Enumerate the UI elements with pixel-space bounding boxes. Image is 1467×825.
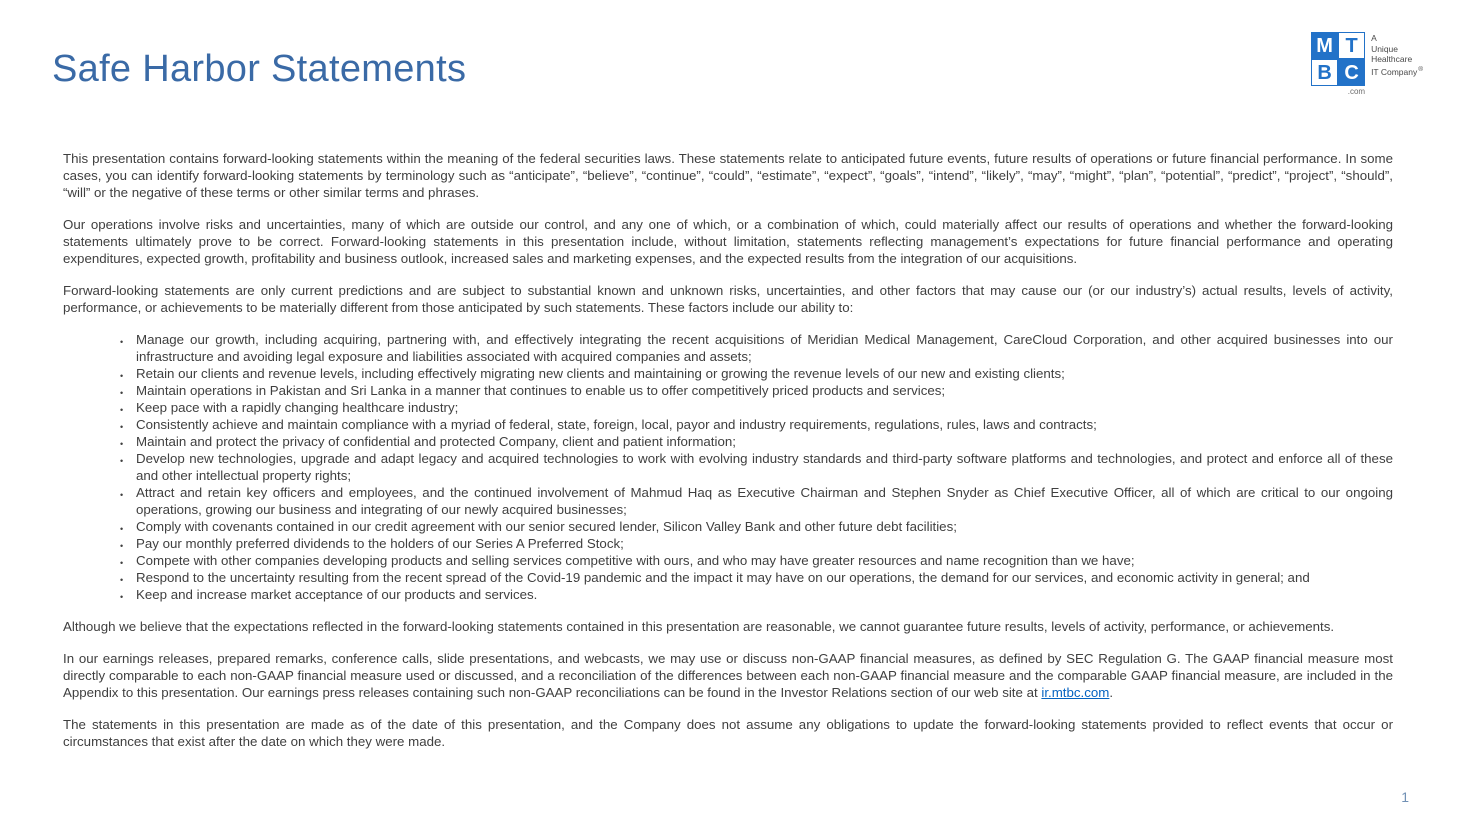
risk-factor-item: • Pay our monthly preferred dividends to the holders of our Series A Preferred Stock;: [118, 535, 1393, 552]
risk-factor-item: • Retain our clients and revenue levels, including effectively migrating new clients and maintaining or growing the revenue levels of our new and existing clients;: [118, 365, 1393, 382]
paragraph-non-gaap: [63, 650, 1393, 701]
slide-body: [63, 150, 1393, 765]
risk-factor-item: • Develop new technologies, upgrade and adapt legacy and acquired technologies to work with evolving industry standards and third-party software platforms and technologies, and protect and enforce all of these and other intellectual property rights;: [118, 450, 1393, 484]
risk-factor-item: • Manage our growth, including acquiring, partnering with, and effectively integrating the recent acquisitions of Meridian Medical Management, CareCloud Corporation, and other acquired businesses into our infrastructure and avoiding legal exposure and liabilities associated with acquired companies and assets;: [118, 331, 1393, 365]
risk-factor-item: • Maintain operations in Pakistan and Sri Lanka in a manner that continues to enable us to offer competitively priced products and services;: [118, 382, 1393, 399]
logo-dotcom-text: .com: [1347, 87, 1366, 96]
registered-trademark-symbol: ®: [1418, 65, 1423, 73]
logo-letter-c: C: [1338, 59, 1365, 86]
mtbc-logo-grid: [1311, 32, 1365, 96]
logo-tagline-line-4: [1371, 65, 1423, 77]
risk-factor-item: • Keep and increase market acceptance of our products and services.: [118, 586, 1393, 603]
mtbc-logo-letters: [1311, 32, 1365, 86]
mtbc-logo: [1311, 32, 1423, 96]
risk-factor-item: • Keep pace with a rapidly changing healthcare industry;: [118, 399, 1393, 416]
logo-tagline-line-3: Healthcare: [1371, 54, 1413, 64]
page-title: Safe Harbor Statements: [52, 48, 467, 90]
risk-factor-item: • Consistently achieve and maintain compliance with a myriad of federal, state, foreign, local, payor and industry requirements, regulations, rules, laws and contracts;: [118, 416, 1393, 433]
page-number: 1: [1401, 789, 1409, 805]
risk-factors-list: [63, 331, 1393, 603]
logo-tagline-text: IT Company: [1371, 66, 1418, 77]
ir-mtbc-com-link[interactable]: ir.mtbc.com: [1041, 685, 1110, 700]
risk-factor-item: • Respond to the uncertainty resulting from the recent spread of the Covid-19 pandemic and the impact it may have on our operations, the demand for our services, and economic activity in general; and: [118, 569, 1393, 586]
paragraph-text-after-link: .: [1109, 685, 1114, 700]
paragraph-forward-looking-intro: This presentation contains forward-looking statements within the meaning of the federal securities laws. These statements relate to anticipated future events, future results of operations or future financial performance. In some cases, you can identify forward-looking statements by terminology such as “anticipate”, “believe”, “continue”, “could”, “estimate”, “expect”, “goals”, “intend”, “likely”, “may”, “might”, “plan”, “potential”, “predict”, “project”, “should”, “will” or the negative of these terms or other similar terms and phrases.: [63, 151, 1393, 200]
paragraph-expectations: Although we believe that the expectations reflected in the forward-looking statements contained in this presentation are reasonable, we cannot guarantee future results, levels of activity, performance, or achievements.: [63, 619, 1335, 634]
paragraph-text-before-link: In our earnings releases, prepared remarks, conference calls, slide presentations, and webcasts, we may use or discuss non-GAAP financial measures, as defined by SEC Regulation G. The GAAP financial measure most directly comparable to each non-GAAP financial measure used or discussed, and a reconciliation of the differences between each non-GAAP financial measure and the comparable GAAP financial measure, are included in the Appendix to this presentation. Our earnings press releases containing such non-GAAP reconciliations can be found in the Investor Relations section of our web site at: [63, 651, 1393, 700]
logo-letter-t: T: [1338, 32, 1365, 59]
risk-factor-item: • Attract and retain key officers and employees, and the continued involvement of Mahmud Haq as Executive Chairman and Stephen Snyder as Chief Executive Officer, all of which are critical to our ongoing operations, growing our business and integrating of our newly acquired businesses;: [118, 484, 1393, 518]
risk-factor-item: • Maintain and protect the privacy of confidential and protected Company, client and patient information;: [118, 433, 1393, 450]
paragraph-statement-date: The statements in this presentation are made as of the date of this presentation, and the Company does not assume any obligations to update the forward-looking statements provided to reflect events that occur or circumstances that exist after the date on which they were made.: [63, 717, 1393, 749]
risk-factor-item: • Compete with other companies developing products and selling services competitive with ours, and who may have greater resources and name recognition than we have;: [118, 552, 1393, 569]
logo-tagline-line-1: A: [1371, 33, 1377, 43]
logo-letter-m: M: [1311, 32, 1338, 59]
risk-factor-item: • Comply with covenants contained in our credit agreement with our senior secured lender, Silicon Valley Bank and other future debt facilities;: [118, 518, 1393, 535]
logo-tagline-line-2: Unique: [1371, 43, 1398, 54]
paragraph-current-predictions: Forward-looking statements are only current predictions and are subject to substantial known and unknown risks, uncertainties, and other factors that may cause our (or our industry’s) actual results, levels of activity, performance, or achievements to be materially different from those anticipated by such statements. These factors include our ability to:: [63, 283, 1393, 315]
paragraph-operations-risks: Our operations involve risks and uncertainties, many of which are outside our control, and any one of which, or a combination of which, could materially affect our results of operations and whether the forward-looking statements ultimately prove to be correct. Forward-looking statements in this presentation include, without limitation, statements reflecting management’s expectations for future financial performance and operating expenditures, expected growth, profitability and business outlook, increased sales and marketing expenses, and the expected results from the integration of our acquisitions.: [63, 217, 1393, 266]
logo-letter-b: B: [1311, 59, 1338, 86]
logo-tagline: [1371, 32, 1423, 77]
